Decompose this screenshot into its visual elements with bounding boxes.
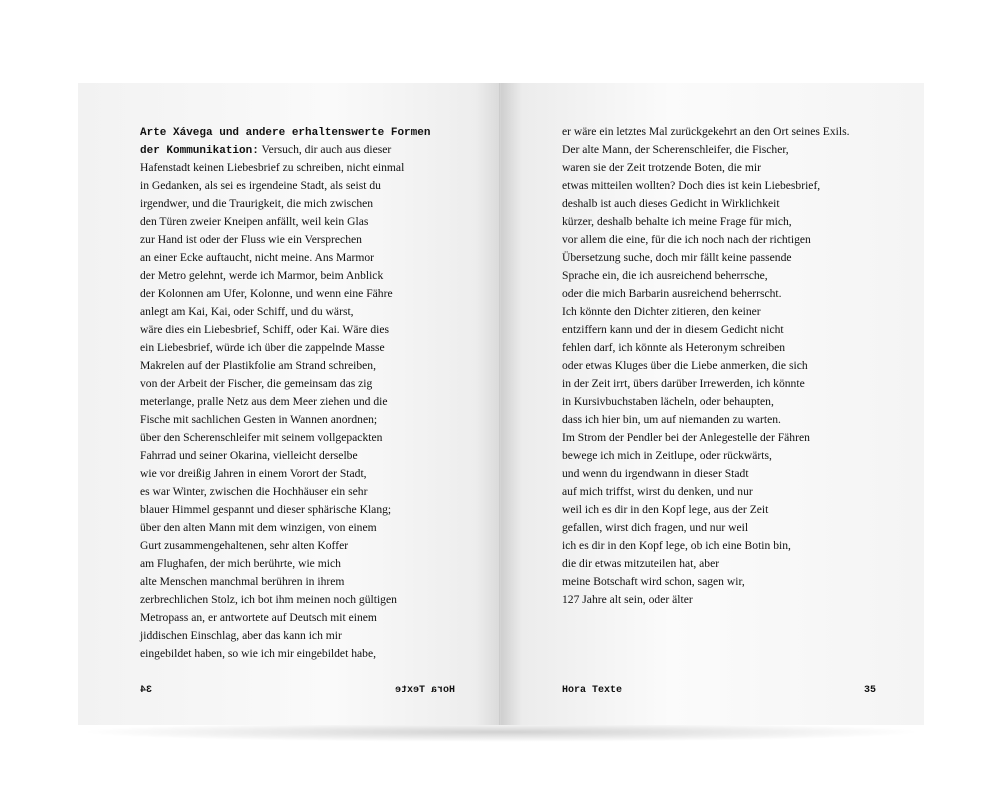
text-line: oder die mich Barbarin ausreichend beherrscht. bbox=[562, 287, 782, 300]
text-line: vor allem die eine, für die ich noch nach der richtigen bbox=[562, 233, 811, 246]
text-line: Sprache ein, die ich ausreichend beherrsche, bbox=[562, 269, 768, 282]
text-line: bewege ich mich in Zeitlupe, oder rückwärts, bbox=[562, 449, 772, 462]
text-line: in der Zeit irrt, übers darüber Irrewerden, ich könnte bbox=[562, 377, 805, 390]
text-line: jiddischen Einschlag, aber das kann ich mir bbox=[140, 629, 342, 642]
text-line: fehlen darf, ich könnte als Heteronym schreiben bbox=[562, 341, 786, 354]
text-line: an einer Ecke auftaucht, nicht meine. Ans Marmor bbox=[140, 251, 375, 264]
text-line: dass ich hier bin, um auf niemanden zu warten. bbox=[562, 413, 781, 426]
right-page-number: 35 bbox=[864, 685, 877, 696]
text-line: Übersetzung suche, doch mir fällt keine passende bbox=[562, 251, 792, 264]
text-line: die dir etwas mitzuteilen hat, aber bbox=[562, 557, 720, 570]
text-line: ein Liebesbrief, würde ich über die zappelnde Masse bbox=[140, 341, 385, 354]
text-line: meterlange, pralle Netz aus dem Meer ziehen und die bbox=[140, 395, 388, 408]
text-line: er wäre ein letztes Mal zurückgekehrt an den Ort seines Exils. bbox=[562, 125, 850, 138]
text-line: anlegt am Kai, Kai, oder Schiff, und du wärst, bbox=[140, 305, 354, 318]
text-line: es war Winter, zwischen die Hochhäuser ein sehr bbox=[140, 485, 368, 498]
text-line: von der Arbeit der Fischer, die gemeinsam das zig bbox=[140, 377, 373, 390]
text-line: Im Strom der Pendler bei der Anlegestelle der Fähren bbox=[562, 431, 810, 444]
text-line: etwas mitteilen wollten? Doch dies ist kein Liebesbrief, bbox=[562, 179, 821, 192]
text-line: deshalb ist auch dieses Gedicht in Wirklichkeit bbox=[562, 197, 780, 210]
left-page bbox=[78, 83, 501, 725]
text-line: waren sie der Zeit trotzende Boten, die mir bbox=[562, 161, 761, 174]
text-line: der Metro gelehnt, werde ich Marmor, beim Anblick bbox=[140, 269, 384, 282]
text-line: Hafenstadt keinen Liebesbrief zu schreiben, nicht einmal bbox=[140, 161, 405, 174]
text-line: Makrelen auf der Plastikfolie am Strand schreiben, bbox=[140, 359, 376, 372]
left-page-text bbox=[140, 123, 440, 663]
text-line: Fische mit sachlichen Gesten in Wannen anordnen; bbox=[140, 413, 378, 426]
heading-mono: Arte Xávega und andere erhaltenswerte Formen bbox=[140, 127, 431, 139]
text-line: zur Hand ist oder der Fluss wie ein Versprechen bbox=[140, 233, 362, 246]
text-line: am Flughafen, der mich berührte, wie mich bbox=[140, 557, 341, 570]
text-line: gefallen, wirst dich fragen, und nur weil bbox=[562, 521, 749, 534]
text-line: 127 Jahre alt sein, oder älter bbox=[562, 593, 693, 606]
heading-mono-2: der Kommunikation: bbox=[140, 145, 259, 157]
text-line: Ich könnte den Dichter zitieren, den keiner bbox=[562, 305, 761, 318]
text-line: irgendwer, und die Traurigkeit, die mich zwischen bbox=[140, 197, 374, 210]
heading-line-1 bbox=[140, 123, 440, 141]
right-page-text bbox=[562, 123, 862, 609]
left-running-footer: Hora Texte bbox=[395, 685, 456, 696]
text-line: über den alten Mann mit dem winzigen, von einem bbox=[140, 521, 377, 534]
text-line: oder etwas Kluges über die Liebe anmerken, die sich bbox=[562, 359, 808, 372]
text-line: alte Menschen manchmal berühren in ihrem bbox=[140, 575, 345, 588]
text-line: eingebildet haben, so wie ich mir eingebildet habe, bbox=[140, 647, 376, 660]
text-line: Der alte Mann, der Scherenschleifer, die Fischer, bbox=[562, 143, 789, 156]
book-shadow bbox=[78, 722, 924, 742]
text-line: wäre dies ein Liebesbrief, Schiff, oder Kai. Wäre dies bbox=[140, 323, 390, 336]
text-line: in Gedanken, als sei es irgendeine Stadt, als seist du bbox=[140, 179, 381, 192]
text-line: Fahrrad und seiner Okarina, vielleicht derselbe bbox=[140, 449, 358, 462]
text-line: auf mich triffst, wirst du denken, und nur bbox=[562, 485, 753, 498]
heading-line-2 bbox=[140, 141, 440, 159]
text-line: der Kolonnen am Ufer, Kolonne, und wenn eine Fähre bbox=[140, 287, 393, 300]
open-book bbox=[78, 83, 924, 725]
text-line: in Kursivbuchstaben lächeln, oder behaupten, bbox=[562, 395, 774, 408]
text-line: kürzer, deshalb behalte ich meine Frage für mich, bbox=[562, 215, 792, 228]
text-line: meine Botschaft wird schon, sagen wir, bbox=[562, 575, 745, 588]
text-line: Gurt zusammengehaltenen, sehr alten Koffer bbox=[140, 539, 349, 552]
text-line: zerbrechlichen Stolz, ich bot ihm meinen noch gültigen bbox=[140, 593, 397, 606]
heading-rest: Versuch, dir auch aus dieser bbox=[258, 143, 392, 156]
text-line: und wenn du irgendwann in dieser Stadt bbox=[562, 467, 749, 480]
text-line: wie vor dreißig Jahren in einem Vorort der Stadt, bbox=[140, 467, 367, 480]
right-page bbox=[501, 83, 924, 725]
text-line: weil ich es dir in den Kopf lege, aus der Zeit bbox=[562, 503, 769, 516]
right-running-footer: Hora Texte bbox=[562, 685, 623, 696]
left-page-number: 34 bbox=[140, 685, 153, 696]
text-line: ich es dir in den Kopf lege, ob ich eine Botin bin, bbox=[562, 539, 791, 552]
text-line: den Türen zweier Kneipen anfällt, weil kein Glas bbox=[140, 215, 369, 228]
text-line: Metropass an, er antwortete auf Deutsch mit einem bbox=[140, 611, 377, 624]
text-line: blauer Himmel gespannt und dieser sphärische Klang; bbox=[140, 503, 392, 516]
text-line: entziffern kann und der in diesem Gedicht nicht bbox=[562, 323, 784, 336]
text-line: über den Scherenschleifer mit seinem vollgepackten bbox=[140, 431, 383, 444]
